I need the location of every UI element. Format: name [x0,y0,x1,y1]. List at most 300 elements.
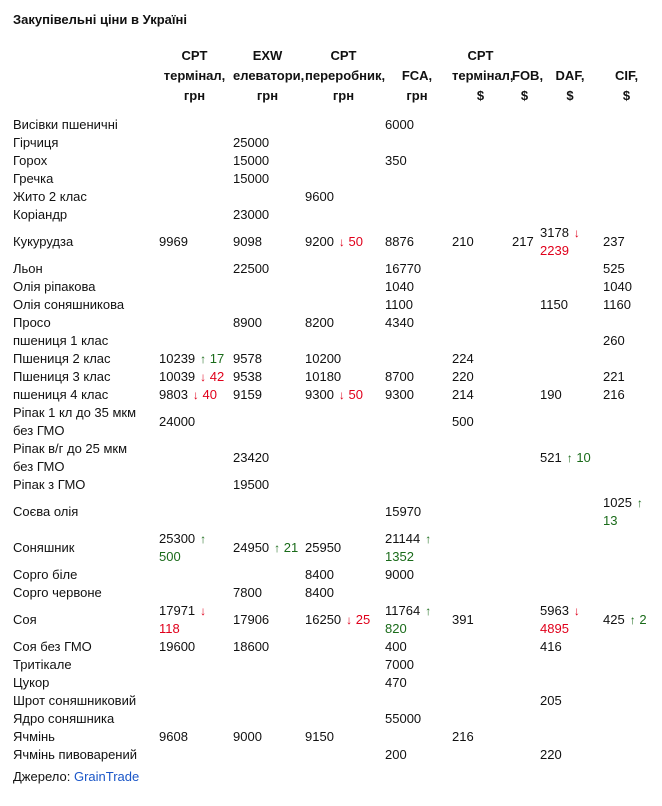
price-cell: 16770 [385,261,422,276]
price-change-up [274,540,298,555]
table-body [10,116,650,764]
price-cell [537,656,600,674]
price-cell [382,332,449,350]
price-cell [509,674,537,692]
price-cell [537,260,600,278]
price-cell [537,710,600,728]
price-cell [537,278,600,296]
column-header [509,46,544,116]
price-cell [537,602,600,638]
price-cell [537,116,600,134]
table-row [10,494,650,530]
price-cell [449,134,509,152]
price-cell [156,206,230,224]
price-cell: 10180 [305,369,342,384]
price-cell [509,494,537,530]
price-cell: 216 [603,387,625,402]
price-cell [449,152,509,170]
price-cell: 9000 [233,729,262,744]
table-row [10,296,650,314]
price-cell: 9098 [233,234,262,249]
product-name: Гірчиця [13,135,59,150]
column-header [449,46,514,116]
price-change-up [200,351,224,366]
price-cell: 210 [452,234,474,249]
price-cell [302,440,382,476]
price-cell [537,440,600,476]
price-change-value: 820 [385,621,407,636]
product-name: Льон [13,261,43,276]
price-cell [600,404,650,440]
price-cell [449,494,509,530]
price-value: 9803 [159,387,188,402]
price-cell: 19600 [159,639,196,654]
price-cell [230,692,302,710]
price-cell [156,332,230,350]
page-title: Закупівельні ціни в Україні [13,12,188,27]
price-cell [600,494,650,530]
price-cell [509,278,537,296]
price-change-value: 2 [639,612,647,627]
price-value: 425 [603,612,625,627]
product-name: Олія ріпакова [13,279,96,294]
product-name: Соняшник [13,540,75,555]
price-cell [230,530,302,566]
price-cell [449,476,509,494]
price-cell [537,332,600,350]
product-name: пшениця 1 клас [13,333,109,348]
price-cell [509,638,537,656]
price-change-value: 42 [209,369,225,384]
price-cell [156,584,230,602]
price-cell: 6000 [385,117,414,132]
price-cell [537,674,600,692]
price-cell [156,278,230,296]
price-cell [449,746,509,764]
price-cell [449,314,509,332]
price-cell [156,368,230,386]
price-cell [302,134,382,152]
arrow-up-icon: ↑ [636,496,643,510]
price-change-down [200,369,224,384]
product-name: Висівки пшеничні [13,117,118,132]
price-cell [449,206,509,224]
price-cell [509,350,537,368]
table-row [10,332,650,350]
price-cell: 400 [385,639,407,654]
price-value: 21144 [385,531,421,546]
price-value: 10039 [159,369,196,384]
price-value: 16250 [305,612,342,627]
price-value: 1025 [603,495,632,510]
price-value: 9300 [305,387,334,402]
price-cell [382,692,449,710]
price-cell [382,440,449,476]
price-table [10,46,650,764]
arrow-down-icon: ↓ [338,388,345,402]
product-name: Ячмінь пивоварений [13,747,137,762]
price-cell [449,638,509,656]
column-header-label: DAF, $ [555,68,585,103]
price-change-down [193,387,217,402]
product-name: Коріандр [13,207,68,222]
price-cell: 25000 [233,135,270,150]
arrow-down-icon: ↓ [192,388,199,402]
price-cell [302,206,382,224]
price-cell [302,476,382,494]
price-cell [600,350,650,368]
column-header-label: CPT термінал, грн [163,48,226,103]
price-cell: 216 [452,729,474,744]
price-cell: 9969 [159,234,188,249]
price-cell [509,260,537,278]
arrow-down-icon: ↓ [200,604,207,618]
table-row [10,440,650,476]
price-cell [156,350,230,368]
column-header [230,46,305,116]
price-cell: 15000 [233,153,270,168]
price-value: 10239 [159,351,196,366]
price-cell [230,116,302,134]
price-cell [600,188,650,206]
price-cell [230,674,302,692]
price-value: 25300 [159,531,196,546]
price-cell [509,440,537,476]
price-cell [156,260,230,278]
column-header [600,46,650,116]
price-cell [600,530,650,566]
price-cell [156,530,230,566]
price-cell [600,440,650,476]
price-cell [230,404,302,440]
price-cell [382,206,449,224]
price-cell: 9600 [305,189,334,204]
price-cell [449,260,509,278]
price-cell [449,584,509,602]
arrow-down-icon: ↓ [573,604,580,618]
price-cell [600,638,650,656]
price-cell: 260 [603,333,625,348]
price-cell: 55000 [385,711,422,726]
price-cell [600,710,650,728]
column-header-label: FOB, $ [512,68,544,103]
price-change-down [346,612,370,627]
price-change-value: 500 [159,549,181,564]
price-cell: 500 [452,414,474,429]
table-row [10,386,650,404]
price-cell [302,710,382,728]
price-cell [382,530,449,566]
price-cell: 7000 [385,657,414,672]
price-cell [600,692,650,710]
price-cell: 23420 [233,450,270,465]
price-cell [509,152,537,170]
table-row [10,584,650,602]
column-header [537,46,600,116]
price-cell: 224 [452,351,474,366]
product-name: Сорго біле [13,567,78,582]
column-header-label: EXW елеватори, грн [233,48,305,103]
price-change-value: 40 [202,387,218,402]
price-change-value: 118 [159,621,180,636]
source-line [13,769,139,784]
price-cell [509,656,537,674]
price-cell [537,584,600,602]
table-row [10,692,650,710]
price-cell [156,494,230,530]
price-cell [509,746,537,764]
product-name: Кукурудза [13,234,74,249]
product-name: Ріпак 1 кл до 35 мкм без ГМО [13,405,137,438]
price-cell [302,116,382,134]
price-cell [302,296,382,314]
price-cell [382,350,449,368]
price-cell [382,476,449,494]
price-cell [509,188,537,206]
table-row [10,674,650,692]
price-cell [449,710,509,728]
arrow-up-icon: ↑ [274,541,281,555]
price-cell: 9578 [233,351,262,366]
product-name: пшениця 4 клас [13,387,109,402]
price-cell [509,116,537,134]
price-cell: 391 [452,612,474,627]
price-cell [537,494,600,530]
price-cell [156,152,230,170]
arrow-up-icon: ↑ [425,532,432,546]
price-cell [509,386,537,404]
price-cell [449,656,509,674]
table-header-row [10,46,650,116]
price-cell [156,134,230,152]
price-cell [156,440,230,476]
price-cell [509,710,537,728]
price-cell [230,332,302,350]
price-cell [537,314,600,332]
price-cell [302,746,382,764]
price-cell [600,728,650,746]
column-header-label: CIF, $ [614,68,639,103]
price-cell [302,656,382,674]
price-cell: 220 [540,747,562,762]
price-cell: 23000 [233,207,270,222]
price-cell [382,404,449,440]
price-cell [382,170,449,188]
price-cell [449,116,509,134]
product-name: Гречка [13,171,54,186]
price-change-up [630,612,647,627]
price-cell [449,566,509,584]
price-cell [156,476,230,494]
price-cell [156,314,230,332]
price-cell [302,332,382,350]
table-row [10,656,650,674]
price-cell [509,584,537,602]
price-cell [600,170,650,188]
price-cell: 4340 [385,315,414,330]
price-cell: 8400 [305,585,334,600]
price-cell [449,692,509,710]
price-cell [537,368,600,386]
arrow-up-icon: ↑ [425,604,432,618]
price-change-value: 21 [283,540,299,555]
table-row [10,476,650,494]
price-cell [230,278,302,296]
price-cell [230,656,302,674]
price-cell [600,314,650,332]
price-cell [509,728,537,746]
price-cell [302,152,382,170]
price-cell [302,278,382,296]
price-cell [302,170,382,188]
price-cell [600,584,650,602]
column-header-label: CPT переробник, грн [305,48,386,103]
price-cell: 9150 [305,729,334,744]
table-row [10,278,650,296]
table-row [10,638,650,656]
price-cell [449,170,509,188]
table-row [10,746,650,764]
price-cell [537,728,600,746]
price-value: 5963 [540,603,569,618]
price-cell [302,692,382,710]
price-value: 521 [540,450,562,465]
price-cell: 9159 [233,387,262,402]
price-cell: 15000 [233,171,270,186]
price-value: 9200 [305,234,334,249]
price-change-value: 17 [209,351,225,366]
price-cell [509,602,537,638]
price-cell: 10200 [305,351,342,366]
price-cell [302,602,382,638]
arrow-up-icon: ↑ [566,451,573,465]
price-cell [302,638,382,656]
price-cell [537,404,600,440]
product-name: Соя [13,612,37,627]
price-cell [230,188,302,206]
price-cell [600,206,650,224]
price-cell [600,476,650,494]
table-row [10,350,650,368]
price-cell: 1160 [603,297,631,312]
price-change-value: 50 [348,234,364,249]
price-cell [509,314,537,332]
price-cell [509,134,537,152]
price-cell [509,566,537,584]
price-cell [156,296,230,314]
price-cell [382,728,449,746]
price-cell: 470 [385,675,407,690]
price-cell [449,530,509,566]
price-cell [449,674,509,692]
arrow-down-icon: ↓ [200,370,207,384]
price-cell [230,566,302,584]
price-cell [156,656,230,674]
price-cell [509,530,537,566]
price-cell [156,710,230,728]
price-cell: 24000 [159,414,196,429]
price-cell [537,566,600,584]
source-link[interactable]: GrainTrade [73,769,140,784]
price-cell [509,476,537,494]
price-cell [302,404,382,440]
price-cell [600,134,650,152]
table-row [10,152,650,170]
price-cell: 221 [603,369,625,384]
table-row [10,602,650,638]
price-cell: 25950 [305,540,342,555]
table-row [10,260,650,278]
product-name: Пшениця 2 клас [13,351,111,366]
price-cell [230,710,302,728]
arrow-down-icon: ↓ [346,613,353,627]
product-name: Ячмінь [13,729,55,744]
product-name: Горох [13,153,48,168]
price-cell [156,692,230,710]
price-cell [537,152,600,170]
table-row [10,188,650,206]
product-name: Ріпак з ГМО [13,477,86,492]
price-change-down [339,387,363,402]
price-value: 17971 [159,603,196,618]
source-label: Джерело: [13,769,71,784]
price-cell: 8876 [385,234,414,249]
price-cell: 220 [452,369,474,384]
price-value: 24950 [233,540,270,555]
table-row [10,116,650,134]
price-cell: 19500 [233,477,270,492]
price-cell [156,170,230,188]
price-cell: 214 [452,387,474,402]
price-cell [156,602,230,638]
price-cell [449,278,509,296]
price-cell [156,188,230,206]
arrow-down-icon: ↓ [573,226,580,240]
price-cell: 1040 [603,279,632,294]
table-row [10,224,650,260]
price-cell [302,674,382,692]
price-cell [600,566,650,584]
price-cell [537,170,600,188]
product-name: Олія соняшникова [13,297,125,312]
price-change-value: 2239 [540,243,569,258]
price-cell: 7800 [233,585,262,600]
product-name: Пшениця 3 клас [13,369,111,384]
arrow-up-icon: ↑ [200,532,207,546]
price-cell [537,206,600,224]
price-cell: 237 [603,234,625,249]
price-change-down [339,234,363,249]
price-cell: 8400 [305,567,334,582]
price-cell [156,386,230,404]
table-row [10,206,650,224]
price-cell [382,188,449,206]
price-cell [537,530,600,566]
price-cell: 1150 [540,297,568,312]
product-name: Тритікале [13,657,72,672]
product-name: Жито 2 клас [13,189,87,204]
price-cell [156,746,230,764]
price-cell [449,440,509,476]
price-cell: 1100 [385,297,413,312]
price-cell [509,206,537,224]
price-cell [600,656,650,674]
price-cell: 205 [540,693,562,708]
price-cell [302,224,382,260]
price-cell [382,584,449,602]
price-cell [509,296,537,314]
price-cell [600,674,650,692]
